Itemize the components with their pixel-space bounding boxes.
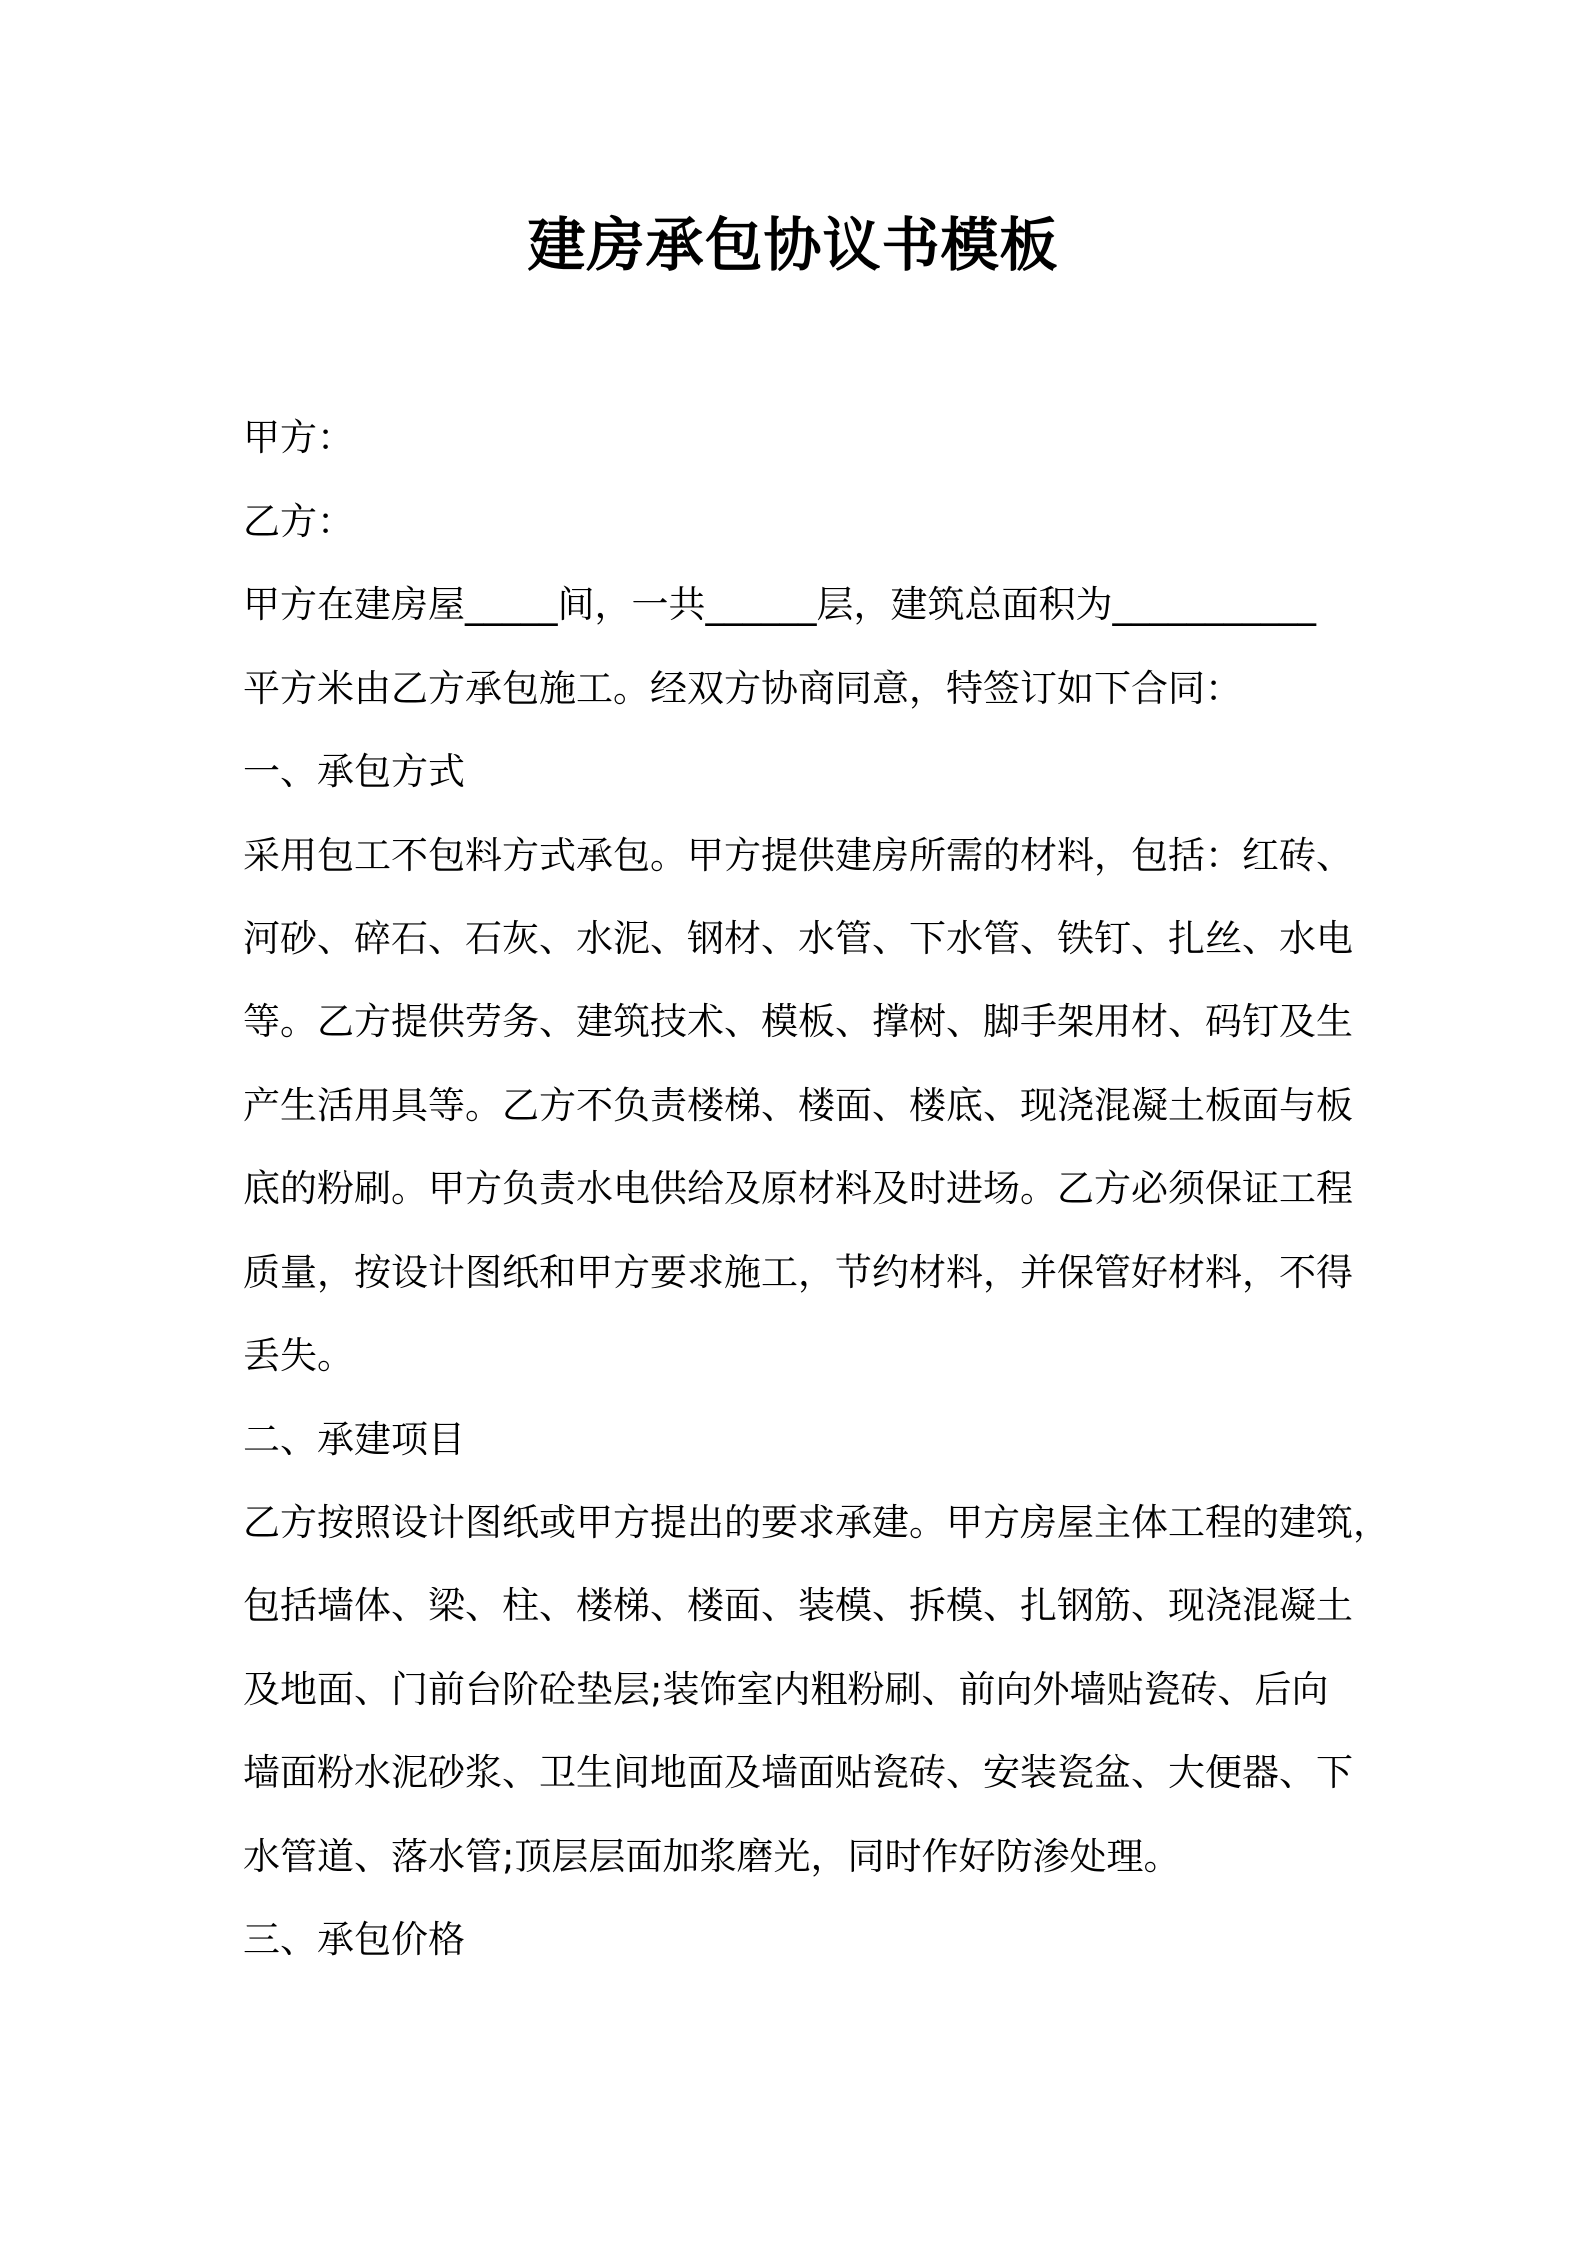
paragraph-line: 平方米由乙方承包施工。经双方协商同意，特签订如下合同： [243,667,1242,710]
paragraph-line: 采用包工不包料方式承包。甲方提供建房所需的材料，包括：红砖、 [243,834,1353,877]
section-heading: 二、承建项目 [243,1418,465,1461]
party-b-line: 乙方： [243,500,354,543]
paragraph-line: 底的粉刷。甲方负责水电供给及原材料及时进场。乙方必须保证工程 [243,1167,1353,1210]
paragraph-line: 丢失。 [243,1334,354,1377]
document-title: 建房承包协议书模板 [527,211,1059,279]
paragraph-line: 等。乙方提供劳务、建筑技术、模板、撑树、脚手架用材、码钉及生 [243,1000,1353,1043]
paragraph-line: 乙方按照设计图纸或甲方提出的要求承建。甲方房屋主体工程的建筑， [243,1501,1390,1544]
paragraph-line: 水管道、落水管;顶层层面加浆磨光，同时作好防渗处理。 [243,1835,1181,1878]
paragraph-line: 甲方在建房屋_____间，一共______层，建筑总面积为___________ [243,583,1316,626]
section-heading: 三、承包价格 [243,1918,465,1961]
party-a-line: 甲方： [243,416,354,459]
paragraph-line: 及地面、门前台阶砼垫层;装饰室内粗粉刷、前向外墙贴瓷砖、后向 [243,1668,1329,1711]
paragraph-line: 质量，按设计图纸和甲方要求施工，节约材料，并保管好材料，不得 [243,1251,1353,1294]
paragraph-line: 包括墙体、梁、柱、楼梯、楼面、装模、拆模、扎钢筋、现浇混凝土 [243,1584,1353,1627]
paragraph-line: 产生活用具等。乙方不负责楼梯、楼面、楼底、现浇混凝土板面与板 [243,1084,1353,1127]
paragraph-line: 河砂、碎石、石灰、水泥、钢材、水管、下水管、铁钉、扎丝、水电 [243,917,1353,960]
section-heading: 一、承包方式 [243,750,465,793]
paragraph-line: 墙面粉水泥砂浆、卫生间地面及墙面贴瓷砖、安装瓷盆、大便器、下 [243,1751,1353,1794]
